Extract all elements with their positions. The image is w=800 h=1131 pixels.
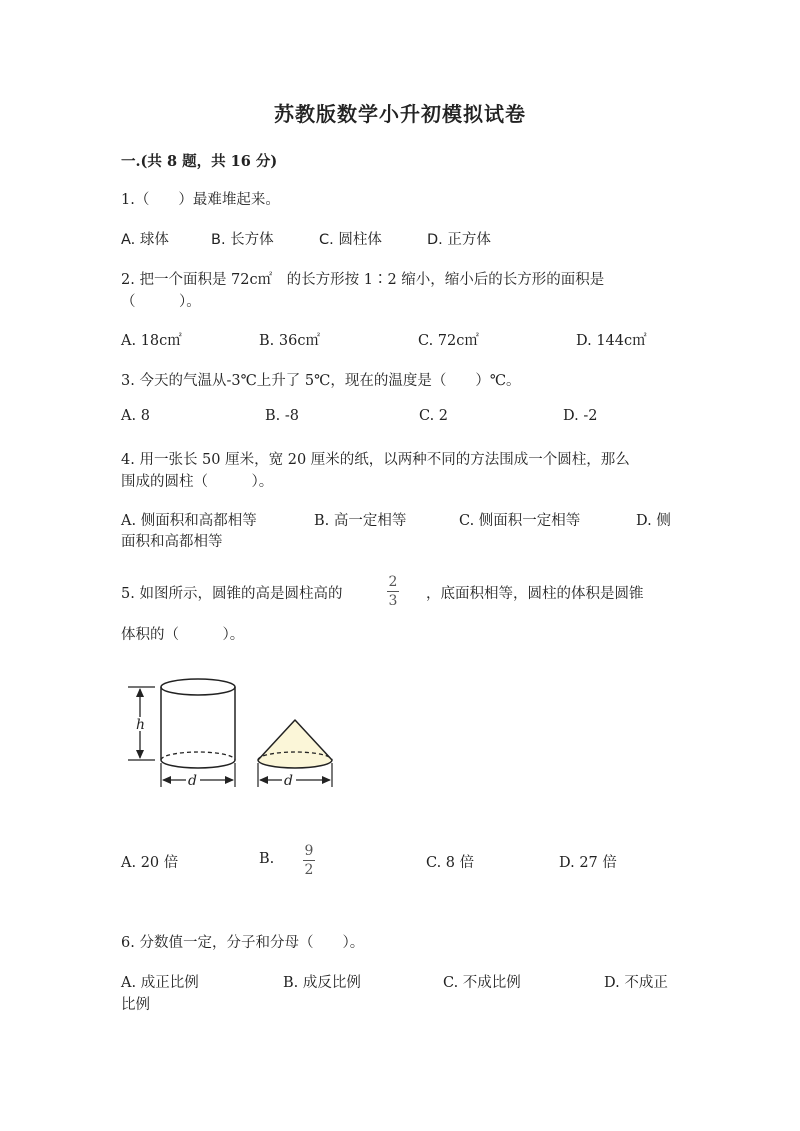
q5-option-d: D. 27 倍 — [559, 855, 617, 871]
q5-option-b-denominator: 2 — [304, 862, 314, 878]
q4-option-c: C. 侧面积一定相等 — [459, 513, 581, 529]
q4-option-a: A. 侧面积和高都相等 — [121, 513, 257, 529]
question-6-stem: 6. 分数值一定，分子和分母（ ）。 — [121, 935, 365, 951]
q5-fraction-denominator: 3 — [388, 593, 398, 609]
q3-option-c: C. 2 — [419, 408, 449, 424]
question-5-stem-start: 5. 如图所示，圆锥的高是圆柱高的 — [121, 586, 343, 602]
q5-option-c: C. 8 倍 — [426, 855, 475, 871]
q2-option-c: C. 72c㎡ — [418, 333, 479, 349]
fraction-bar — [387, 591, 399, 592]
q3-option-a: A. 8 — [121, 408, 150, 424]
fraction-bar — [303, 860, 315, 861]
question-4-line-2: 围成的圆柱（ ）。 — [121, 474, 274, 490]
q5-option-b: B. — [259, 851, 275, 867]
q5-option-b-numerator: 9 — [304, 843, 314, 859]
page-title: 苏教版数学小升初模拟试卷 — [274, 102, 526, 126]
question-5-stem-end: ，底面积相等，圆柱的体积是圆锥 — [426, 586, 644, 602]
q2-option-b: B. 36c㎡ — [259, 333, 320, 349]
q1-option-c: C. 圆柱体 — [319, 232, 382, 248]
q5-option-b-fraction — [300, 843, 318, 878]
q2-option-d: D. 144c㎡ — [576, 333, 647, 349]
q6-option-c: C. 不成比例 — [443, 975, 521, 991]
q4-option-b: B. 高一定相等 — [314, 513, 407, 529]
q6-option-b: B. 成反比例 — [283, 975, 361, 991]
q5-fraction-numerator: 2 — [388, 574, 398, 590]
question-2-line-2: （ ）。 — [121, 294, 201, 310]
q4-option-d: D. 侧 — [636, 513, 671, 529]
cone-diameter-label: d — [284, 773, 293, 789]
q1-option-b: B. 长方体 — [211, 232, 274, 248]
q1-option-d: D. 正方体 — [427, 232, 491, 248]
question-1-stem: 1.（ ）最难堆起来。 — [121, 192, 280, 208]
question-5-line-2: 体积的（ ）。 — [121, 627, 245, 643]
section-heading: 一.(共 8 题，共 16 分) — [121, 153, 278, 170]
question-2-line-1: 2. 把一个面积是 72c㎡ 的长方形按 1∶2 缩小，缩小后的长方形的面积是 — [121, 272, 605, 288]
q3-option-b: B. -8 — [265, 408, 299, 424]
q6-option-a: A. 成正比例 — [121, 975, 199, 991]
q2-option-a: A. 18c㎡ — [121, 333, 182, 349]
height-label: h — [136, 717, 146, 733]
q5-fraction — [384, 574, 402, 609]
cylinder-diameter-label: d — [188, 773, 197, 789]
question-3-stem: 3. 今天的气温从-3℃上升了 5℃，现在的温度是（ ）℃。 — [121, 373, 521, 389]
q6-option-d-wrap: 比例 — [121, 997, 150, 1013]
question-4-line-1: 4. 用一张长 50 厘米，宽 20 厘米的纸，以两种不同的方法围成一个圆柱，那么 — [121, 452, 630, 468]
q1-option-a: A. 球体 — [121, 232, 169, 248]
cylinder-cone-figure — [125, 675, 345, 800]
q5-option-a: A. 20 倍 — [121, 855, 179, 871]
q3-option-d: D. -2 — [563, 408, 598, 424]
q4-option-d-wrap: 面积和高都相等 — [121, 534, 223, 550]
q6-option-d: D. 不成正 — [604, 975, 668, 991]
